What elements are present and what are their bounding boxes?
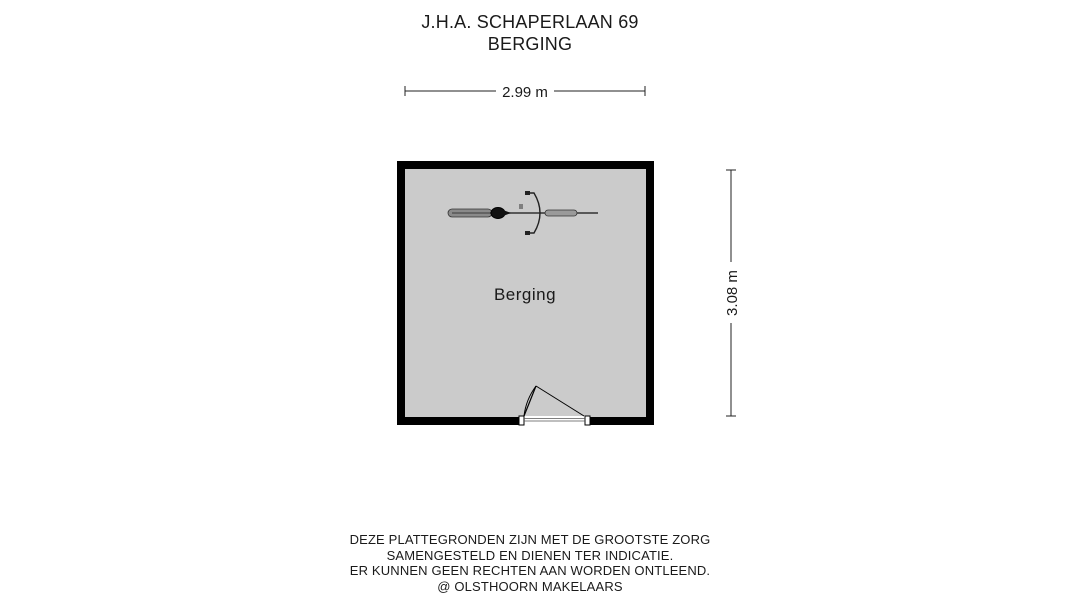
room-berging (397, 161, 654, 425)
depth-dimension (724, 170, 741, 416)
depth-dimension-label: 3.08 m (724, 270, 741, 316)
door-jamb-left (519, 416, 524, 425)
door-jamb-right (585, 416, 590, 425)
disclaimer-line: SAMENGESTELD EN DIENEN TER INDICATIE. (386, 547, 674, 563)
width-dimension-label: 2.99 m (502, 84, 548, 101)
disclaimer-line: DEZE PLATTEGRONDEN ZIJN MET DE GROOTSTE ZORG (349, 532, 711, 547)
room-label: Berging (493, 285, 557, 304)
plan-title-space: BERGING (487, 34, 573, 54)
disclaimer-line: @ OLSTHOORN MAKELAARS (437, 578, 623, 594)
bicycle-grip-left (525, 191, 530, 195)
bicycle-saddle (491, 208, 505, 219)
door-opening (519, 416, 590, 425)
disclaimer-line: ER KUNNEN GEEN RECHTEN AAN WORDEN ONTLEEND. (349, 563, 711, 578)
plan-title-address: J.H.A. SCHAPERLAAN 69 (421, 12, 639, 32)
bicycle-grip-right (525, 231, 530, 235)
width-dimension (405, 84, 645, 101)
bicycle-front-wheel (545, 210, 577, 216)
